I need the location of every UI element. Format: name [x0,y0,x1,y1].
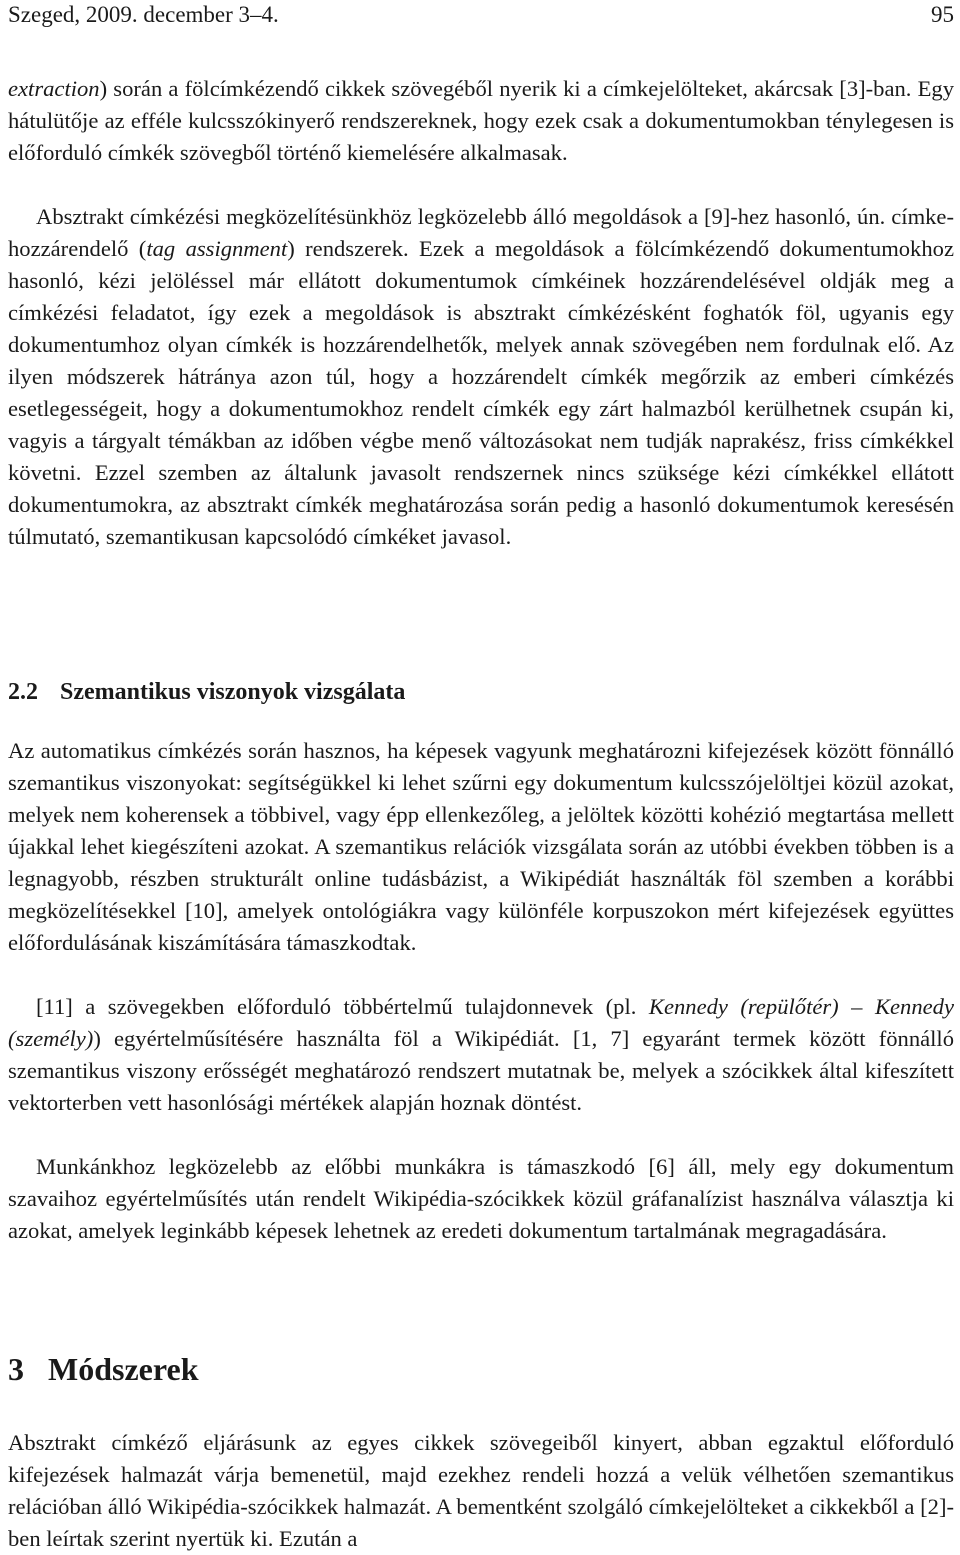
paragraph-5 [8,1151,954,1247]
paragraph-5-text: Munkánkhoz legközelebb az előbbi munkákra is támaszkodó [6] áll, mely egy dokumentum szavaihoz egyértelműsítés után rendelt Wikipédia-szócikkek közül gráfanalízist használva választja ki azokat, amelyek leginkább képesek lehetnek az eredeti dokumentum tartalmának megragadására. [8,1154,954,1243]
italic-term: extraction [8,76,100,101]
paragraph-1-rest: ) során a fölcímkézendő cikkek szövegéből nyerik ki a címkejelölteket, akárcsak [3]-ban. Egy hátulütője az efféle kulcsszókinyerő rendszereknek, hogy ezek csak a dokumentumokban ténylegesen is előforduló címkék szövegből történő kiemelésére alkalmasak. [8,76,954,165]
paragraph-3-text: Az automatikus címkézés során hasznos, ha képesek vagyunk meghatározni kifejezések között fönnálló szemantikus viszonyokat: segítségükkel ki lehet szűrni egy dokumentum kulcsszójelöltjei közül azokat, melyek nem koherensek a többivel, vagy épp ellenkezőleg, a jelöltek közötti kohézió megtartása mellett újakkal lehet kiegészíteni azokat. A szemantikus relációk vizsgálata során az utóbbi években többen is a legnagyobb, részben strukturált online tudásbázist, a Wikipédiát használták föl szemben a korábbi megközelítésekkel [10], amelyek ontológiákra vagy különféle korpuszokon mért kifejezések együttes előfordulásának kiszámítására támaszkodtak. [8,738,954,955]
section-number: 3 [8,1351,24,1387]
paragraph-1 [8,73,954,169]
section-title: Módszerek [48,1351,199,1387]
italic-example: Kennedy (repülőtér) – Kennedy (személy) [8,994,954,1051]
paragraph-1-text [8,73,954,169]
section-title: Szemantikus viszonyok vizsgálata [60,679,406,705]
section-heading-2-2 [8,676,405,708]
paragraph-2-part-b: ) rendszerek. Ezek a megoldások a fölcímkézendő dokumentumokhoz hasonló, kézi jelöléssel már ellátott dokumentumok címkéinek hozzárendelésével oldják meg a címkézési feladatot, így ezek a megoldások is absztrakt címkézésként foghatók föl, ugyanis egy dokumentumhoz olyan címkék is hozzárendelhetők, melyek annak szövegében nem fordulnak elő. Az ilyen módszerek hátránya azon túl, hogy a hozzárendelt címkék megőrzik az emberi címkézés esetlegességeit, hogy a dokumentumokhoz rendelt címkék egy zárt halmazból kerülhetnek csupán ki, vagyis a tárgyalt témákban az időben végbe menő változásokat nem tudják naprakész, friss címkékkel követni. Ezzel szemben az általunk javasolt rendszernek nincs szüksége kézi címkékkel ellátott dokumentumokra, az absztrakt címkék meghatározása során pedig a hasonló dokumentumok keresésén túlmutató, szemantikusan kapcsolódó címkéket javasol. [8,236,954,549]
paragraph-6 [8,1427,954,1555]
running-head [8,0,954,30]
section-number: 2.2 [8,679,38,705]
paragraph-3 [8,735,954,959]
paragraph-2-part-a: Absztrakt címkézési megközelítésünkhöz legközelebb álló megoldások a [9]-hez hasonló, ún. címke-hozzárendelő ( [8,204,954,261]
paragraph-4-part-b: ) egyértelműsítésére használta föl a Wikipédiát. [1, 7] egyaránt termek között fönnálló szemantikus viszony erősségét meghatározó rendszert mutatnak be, melyek a szócikkek által kifeszített vektorterben vett hasonlósági mértékek alapján hoznak döntést. [8,1026,954,1115]
paragraph-2-text [8,201,954,553]
paragraph-6-text: Absztrakt címkéző eljárásunk az egyes cikkek szövegeiből kinyert, abban egzaktul előforduló kifejezések halmazát várja bemenetül, majd ezekhez rendeli hozzá a velük vélhetően szemantikus relációban álló Wikipédia-szócikkek halmazát. A bementként szolgáló címkejelölteket a cikkekből a [2]-ben leírtak szerint nyertük ki. Ezután a [8,1430,954,1551]
paragraph-4 [8,991,954,1119]
page-number: 95 [931,2,954,27]
paragraph-4-part-a: [11] a szövegekben előforduló többértelmű tulajdonnevek (pl. [36,994,649,1019]
running-head-venue: Szeged, 2009. december 3–4. [8,2,279,27]
section-heading-3 [8,1349,198,1389]
paragraph-4-text [8,991,954,1119]
paragraph-2 [8,201,954,553]
italic-term: tag assignment [146,236,288,261]
